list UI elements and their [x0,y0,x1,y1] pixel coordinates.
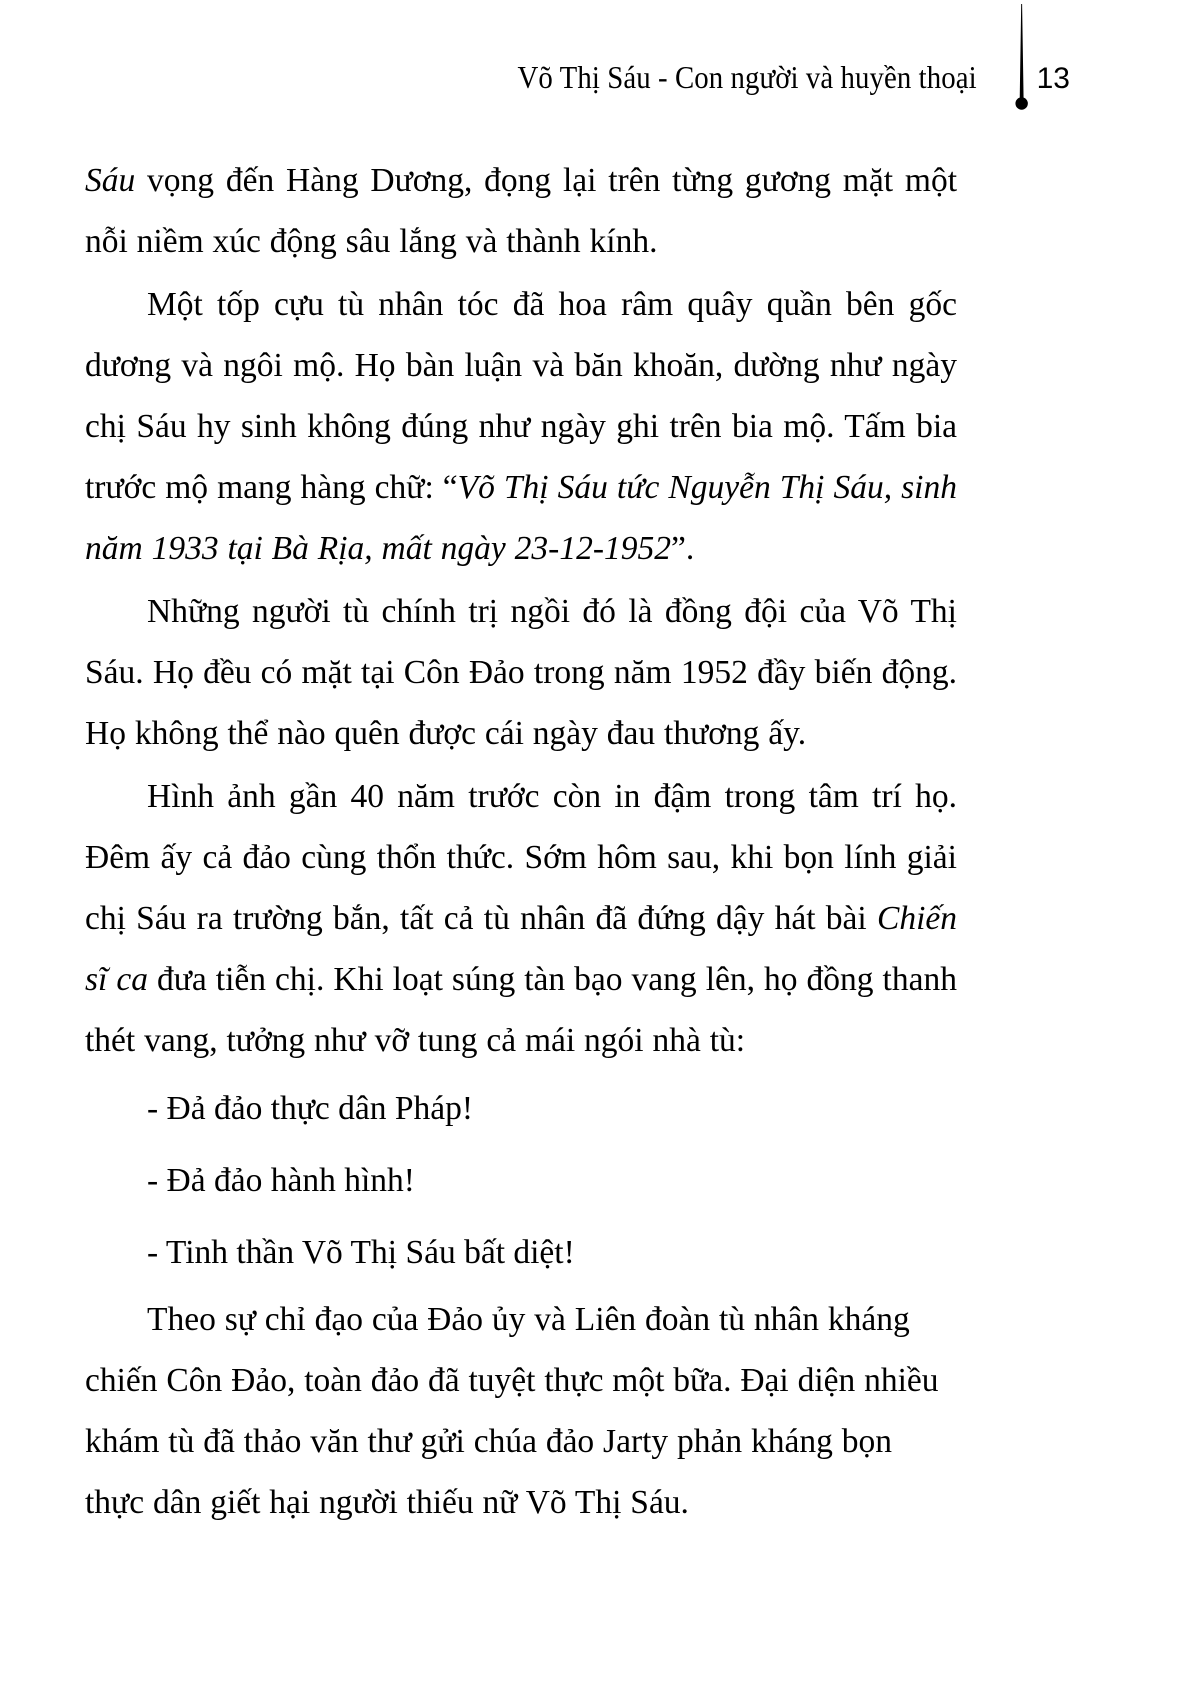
slogan-line-2: - Đả đảo hành hình! [147,1162,415,1199]
gravestone-inscription-italic: Võ Thị Sáu tức Nguyễn Thị Sáu, sinh năm 1933 tại Bà Rịa, mất ngày 23-12-1952 [85,469,957,567]
text-run: Hình ảnh gần 40 năm trước còn in đậm trong tâm trí họ. Đêm ấy cả đảo cùng thổn thức. Sớm hôm sau, khi bọn lính giải chị Sáu ra trường bắn, tất cả tù nhân đã đứng dậy hát bài [85,778,957,937]
italic-run: Sáu [85,162,136,199]
text-run: ”. [670,530,695,567]
song-title-italic: Chiến sĩ ca [85,900,957,998]
page-number: 13 [1036,62,1070,95]
paragraph-4 [85,766,957,1071]
text-run: Theo sự chỉ đạo của Đảo ủy và Liên đoàn tù nhân kháng chiến Côn Đảo, toàn đảo đã tuyệt thực một bữa. Đại diện nhiều khám tù đã thảo văn thư gửi chúa đảo Jarty phản kháng bọn thực dân giết hại người thiếu nữ Võ Thị Sáu. [85,1301,939,1521]
vertical-pin-rule-icon [1015,0,1029,116]
slogan-line-1: - Đả đảo thực dân Pháp! [147,1090,474,1127]
paragraph-1 [85,150,957,272]
text-run: Một tốp cựu tù nhân tóc đã hoa râm quây quần bên gốc dương và ngôi mộ. Họ bàn luận và băn khoăn, dường như ngày chị Sáu hy sinh không đúng như ngày ghi trên bia mộ. Tấm bia trước mộ mang hàng chữ: “ [85,286,957,506]
text-run: Những người tù chính trị ngồi đó là đồng đội của Võ Thị Sáu. Họ đều có mặt tại Côn Đảo trong năm 1952 đầy biến động. Họ không thể nào quên được cái ngày đau thương ấy. [85,593,957,752]
text-run: vọng đến Hàng Dương, đọng lại trên từng gương mặt một nỗi niềm xúc động sâu lắng và thành kính. [85,162,957,260]
running-header [85,58,1070,118]
page-body [85,150,957,1535]
paragraph-2 [85,274,957,579]
text-run: đưa tiễn chị. Khi loạt súng tàn bạo vang lên, họ đồng thanh thét vang, tưởng như vỡ tung cả mái ngói nhà tù: [85,961,957,1059]
running-header-title: Võ Thị Sáu - Con người và huyền thoại [517,59,978,95]
paragraph-5 [85,1289,957,1533]
slogan-line-3: - Tinh thần Võ Thị Sáu bất diệt! [147,1234,575,1271]
paragraph-3 [85,581,957,764]
